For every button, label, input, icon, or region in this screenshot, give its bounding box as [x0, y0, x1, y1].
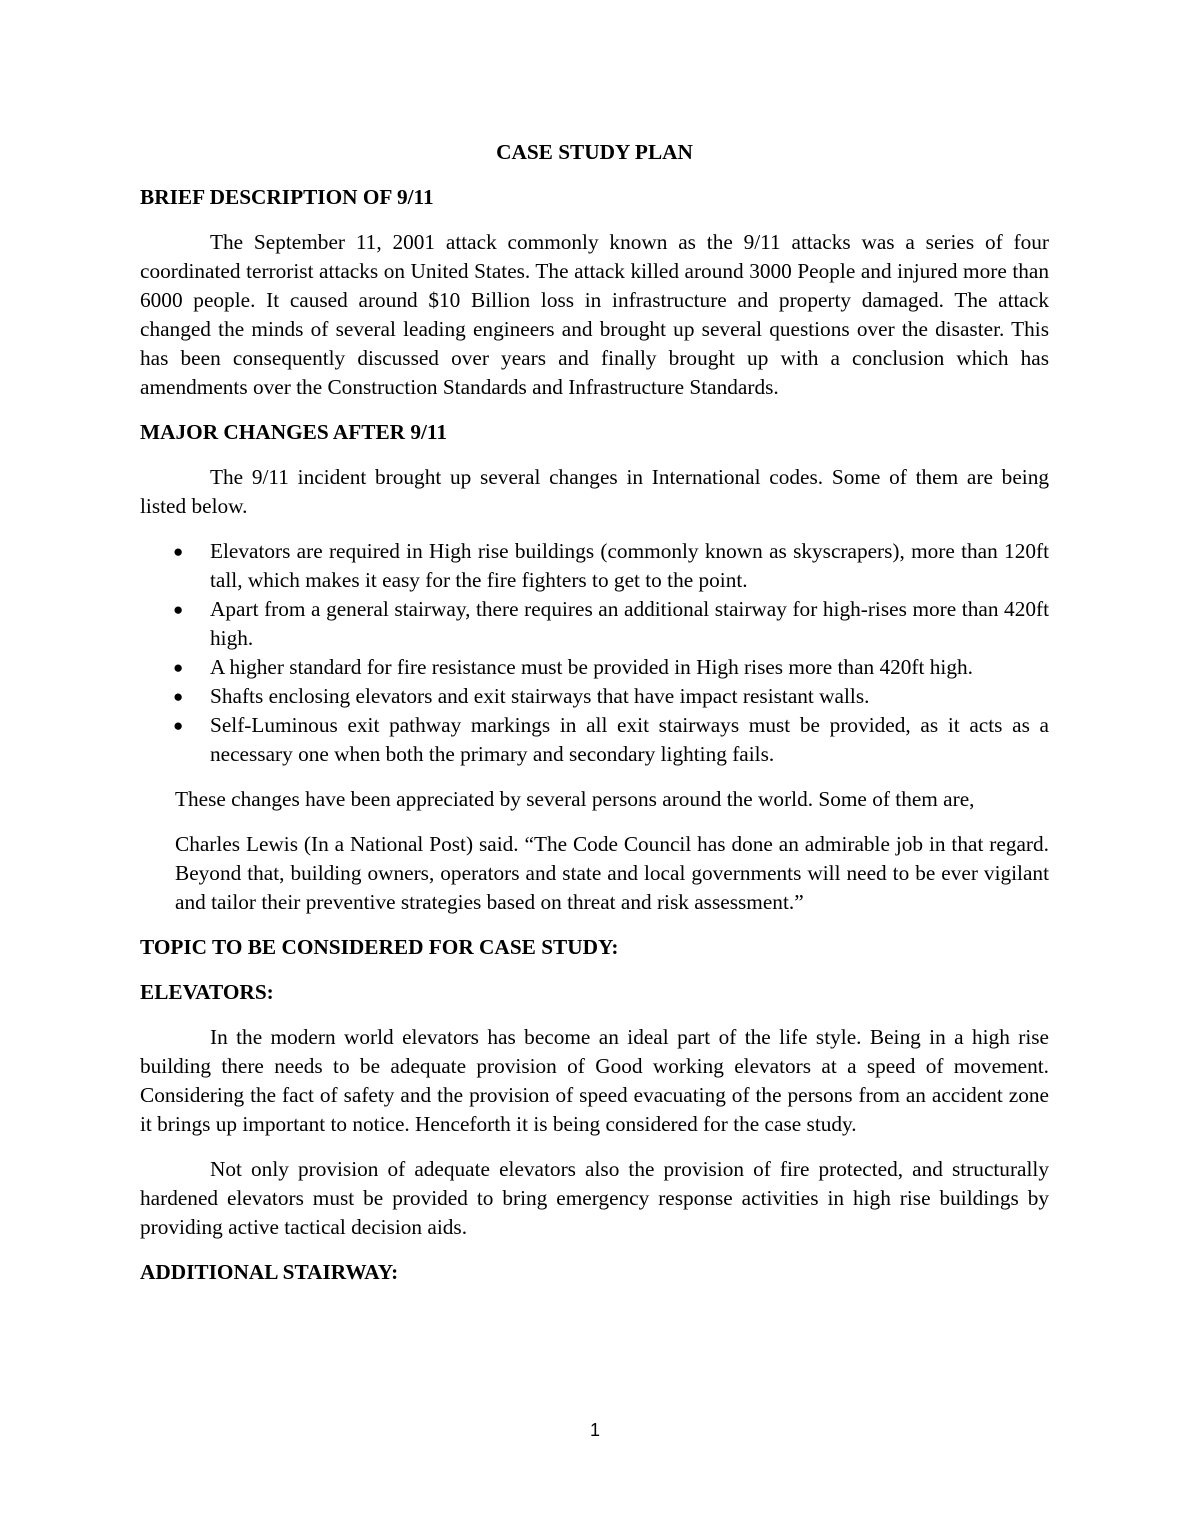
heading-topic: TOPIC TO BE CONSIDERED FOR CASE STUDY:	[140, 935, 619, 959]
paragraph-appreciation: These changes have been appreciated by several persons around the world. Some of them are,	[175, 787, 975, 811]
paragraph-elevators-1: In the modern world elevators has become an ideal part of the life style. Being in a high rise building there needs to be adequate provision of Good working elevators at a speed of movement. Considering the fact of safety and the provision of speed evacuating of the persons from an accident zone it brings up important to notice. Henceforth it is being considered for the case study.	[140, 1025, 1049, 1136]
page-number: 1	[589, 1420, 600, 1440]
list-item	[140, 537, 1049, 595]
bullet-icon: ●	[173, 716, 184, 735]
paragraph-changes-intro: The 9/11 incident brought up several changes in International codes. Some of them are being listed below.	[140, 465, 1049, 518]
bullet-icon: ●	[173, 658, 184, 677]
list-item	[140, 595, 1049, 653]
list-item-text: A higher standard for fire resistance must be provided in High rises more than 420ft high.	[210, 655, 973, 679]
list-item-text: Shafts enclosing elevators and exit stairways that have impact resistant walls.	[210, 684, 870, 708]
list-item-text: Self-Luminous exit pathway markings in all exit stairways must be provided, as it acts as a necessary one when both the primary and secondary lighting fails.	[210, 713, 1049, 766]
paragraph-quote: Charles Lewis (In a National Post) said. “The Code Council has done an admirable job in that regard. Beyond that, building owners, operators and state and local governments will need to be ever vigilant and tailor their preventive strategies based on threat and risk assessment.”	[175, 832, 1049, 914]
list-item-text: Elevators are required in High rise buildings (commonly known as skyscrapers), more than 120ft tall, which makes it easy for the fire fighters to get to the point.	[210, 539, 1049, 592]
paragraph-brief-description: The September 11, 2001 attack commonly known as the 9/11 attacks was a series of four coordinated terrorist attacks on United States. The attack killed around 3000 People and injured more than 6000 people. It caused around $10 Billion loss in infrastructure and property damaged. The attack changed the minds of several leading engineers and brought up several questions over the disaster. This has been consequently discussed over years and finally brought up with a conclusion which has amendments over the Construction Standards and Infrastructure Standards.	[140, 230, 1049, 399]
document-page	[140, 138, 1049, 1303]
changes-bullet-list	[140, 537, 1049, 769]
bullet-icon: ●	[173, 542, 184, 561]
heading-additional-stairway: ADDITIONAL STAIRWAY:	[140, 1260, 399, 1284]
list-item-text: Apart from a general stairway, there requires an additional stairway for high-rises more than 420ft high.	[210, 597, 1049, 650]
bullet-icon: ●	[173, 687, 184, 706]
list-item	[140, 653, 1049, 682]
heading-elevators: ELEVATORS:	[140, 980, 274, 1004]
document-title: CASE STUDY PLAN	[496, 140, 693, 164]
list-item	[140, 711, 1049, 769]
list-item	[140, 682, 1049, 711]
bullet-icon: ●	[173, 600, 184, 619]
paragraph-elevators-2: Not only provision of adequate elevators also the provision of fire protected, and structurally hardened elevators must be provided to bring emergency response activities in high rise buildings by providing active tactical decision aids.	[140, 1157, 1049, 1239]
heading-major-changes: MAJOR CHANGES AFTER 9/11	[140, 420, 448, 444]
heading-brief-description: BRIEF DESCRIPTION OF 9/11	[140, 185, 434, 209]
